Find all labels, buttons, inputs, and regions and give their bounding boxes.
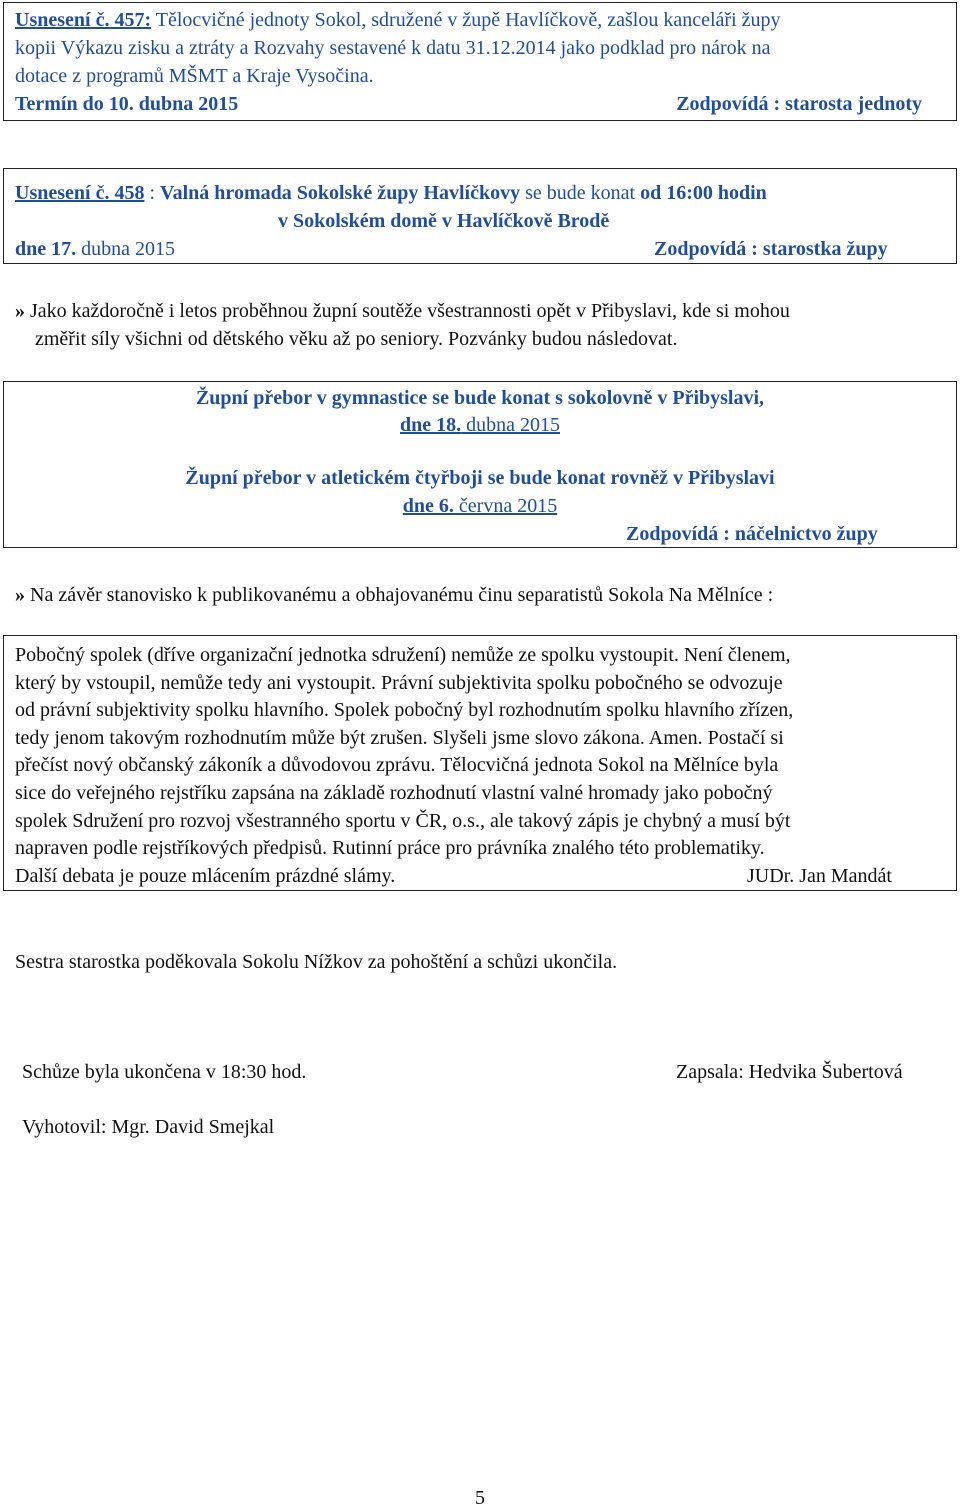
recorder-signature: Zapsala: Hedvika Šubertová bbox=[676, 1061, 903, 1083]
thanks-text: Sestra starostka poděkovala Sokolu Nížkov za pohoštění a schůzi ukončila. bbox=[15, 951, 618, 973]
resolution-457-line3: dotace z programů MŠMT a Kraje Vysočina. bbox=[15, 65, 374, 87]
events-responsible: Zodpovídá : náčelnictvo župy bbox=[626, 523, 878, 545]
resolution-457-deadline: Termín do 10. dubna 2015 bbox=[15, 93, 239, 115]
legal-opinion-line: od právní subjektivity spolku hlavního. Spolek pobočný byl rozhodnutím spolku hlavního zřízen, bbox=[15, 699, 794, 722]
legal-opinion-line: Pobočný spolek (dříve organizační jednotka sdružení) nemůže ze spolku vystoupit. Není členem, bbox=[15, 644, 791, 666]
resolution-458-date-rest: dubna 2015 bbox=[76, 238, 176, 260]
resolution-457-text1: Tělocvičné jednoty Sokol, sdružené v župě Havlíčkově, zašlou kanceláři župy bbox=[155, 9, 781, 31]
resolution-457-label: Usnesení č. 457: bbox=[15, 9, 152, 31]
resolution-458-sep: : bbox=[144, 182, 161, 204]
legal-opinion-author: JUDr. Jan Mandát bbox=[747, 865, 892, 887]
resolution-458-time: od 16:00 hodin bbox=[640, 182, 767, 204]
resolution-458-responsible: Zodpovídá : starostka župy bbox=[654, 238, 888, 260]
legal-opinion-line: napraven podle rejstříkových předpisů. Rutinní práce pro právníka znalého této problematiky. bbox=[15, 837, 765, 860]
resolution-458-place: v Sokolském domě v Havlíčkově Brodě bbox=[278, 210, 610, 232]
resolution-458-verb: se bude konat bbox=[520, 182, 641, 204]
resolution-457-line2: kopii Výkazu zisku a ztráty a Rozvahy sestavené k datu 31.12.2014 jako podklad pro nárok na bbox=[15, 37, 771, 59]
separatists-line bbox=[15, 581, 773, 609]
legal-opinion-last-line: Další debata je pouze mlácením prázdné slámy. bbox=[15, 865, 396, 887]
competition-bullet: » bbox=[15, 300, 25, 322]
legal-opinion-line: přečíst nový občanský zákoník a důvodovou zprávu. Tělocvičná jednota Sokol na Mělníce byla bbox=[15, 754, 779, 777]
resolution-458-date-prefix: dne 17. bbox=[15, 238, 77, 260]
resolution-458-label: Usnesení č. 458 bbox=[15, 182, 145, 204]
resolution-458-date bbox=[15, 235, 175, 263]
legal-opinion-line: tedy jenom takovým rozhodnutím může být zrušen. Slyšeli jsme slovo zákona. Amen. Postačí si bbox=[15, 726, 784, 749]
legal-opinion-line: sice do veřejného rejstříku zapsána na základě rozhodnutí vlastní valné hromady jako pobočný bbox=[15, 782, 773, 804]
closing-time: Schůze byla ukončena v 18:30 hod. bbox=[22, 1061, 307, 1083]
athletics-date-prefix: dne 6. bbox=[402, 495, 454, 517]
legal-opinion-line: který by vstoupil, nemůže tedy ani vystoupit. Právní subjektivita spolku pobočného se odvozuje bbox=[15, 671, 783, 694]
separatists-text: Na závěr stanovisko k publikovanému a obhajovanému činu separatistů Sokola Na Mělníce : bbox=[25, 584, 774, 606]
gym-event-title: Župní přebor v gymnastice se bude konat s sokolovně v Přibyslavi, bbox=[195, 387, 765, 409]
resolution-457-line1 bbox=[15, 6, 781, 34]
prepared-by: Vyhotovil: Mgr. David Smejkal bbox=[22, 1116, 275, 1138]
athletics-event-date bbox=[3, 492, 957, 520]
resolution-458-line1 bbox=[15, 179, 767, 207]
athletics-date-rest: června 2015 bbox=[453, 495, 558, 517]
athletics-event-title: Župní přebor v atletickém čtyřboji se bude konat rovněž v Přibyslavi bbox=[185, 467, 775, 489]
gym-event-date bbox=[3, 411, 957, 439]
separatists-bullet: » bbox=[15, 584, 25, 606]
page-number: 5 bbox=[475, 1487, 485, 1509]
competition-line2: změřit síly všichni od dětského věku až po seniory. Pozvánky budou následovat. bbox=[35, 328, 678, 350]
competition-text1: Jako každoročně i letos proběhnou župní soutěže všestrannosti opět v Přibyslavi, kde si mohou bbox=[25, 300, 790, 322]
resolution-458-subject: Valná hromada Sokolské župy Havlíčkovy bbox=[160, 182, 521, 204]
resolution-457-responsible: Zodpovídá : starosta jednoty bbox=[676, 93, 922, 115]
competition-line1 bbox=[15, 297, 790, 325]
legal-opinion-line: spolek Sdružení pro rozvoj všestranného sportu v ČR, o.s., ale takový zápis je chybný a musí být bbox=[15, 809, 791, 832]
gym-date-rest: dubna 2015 bbox=[461, 414, 560, 436]
gym-date-prefix: dne 18. bbox=[399, 414, 462, 436]
